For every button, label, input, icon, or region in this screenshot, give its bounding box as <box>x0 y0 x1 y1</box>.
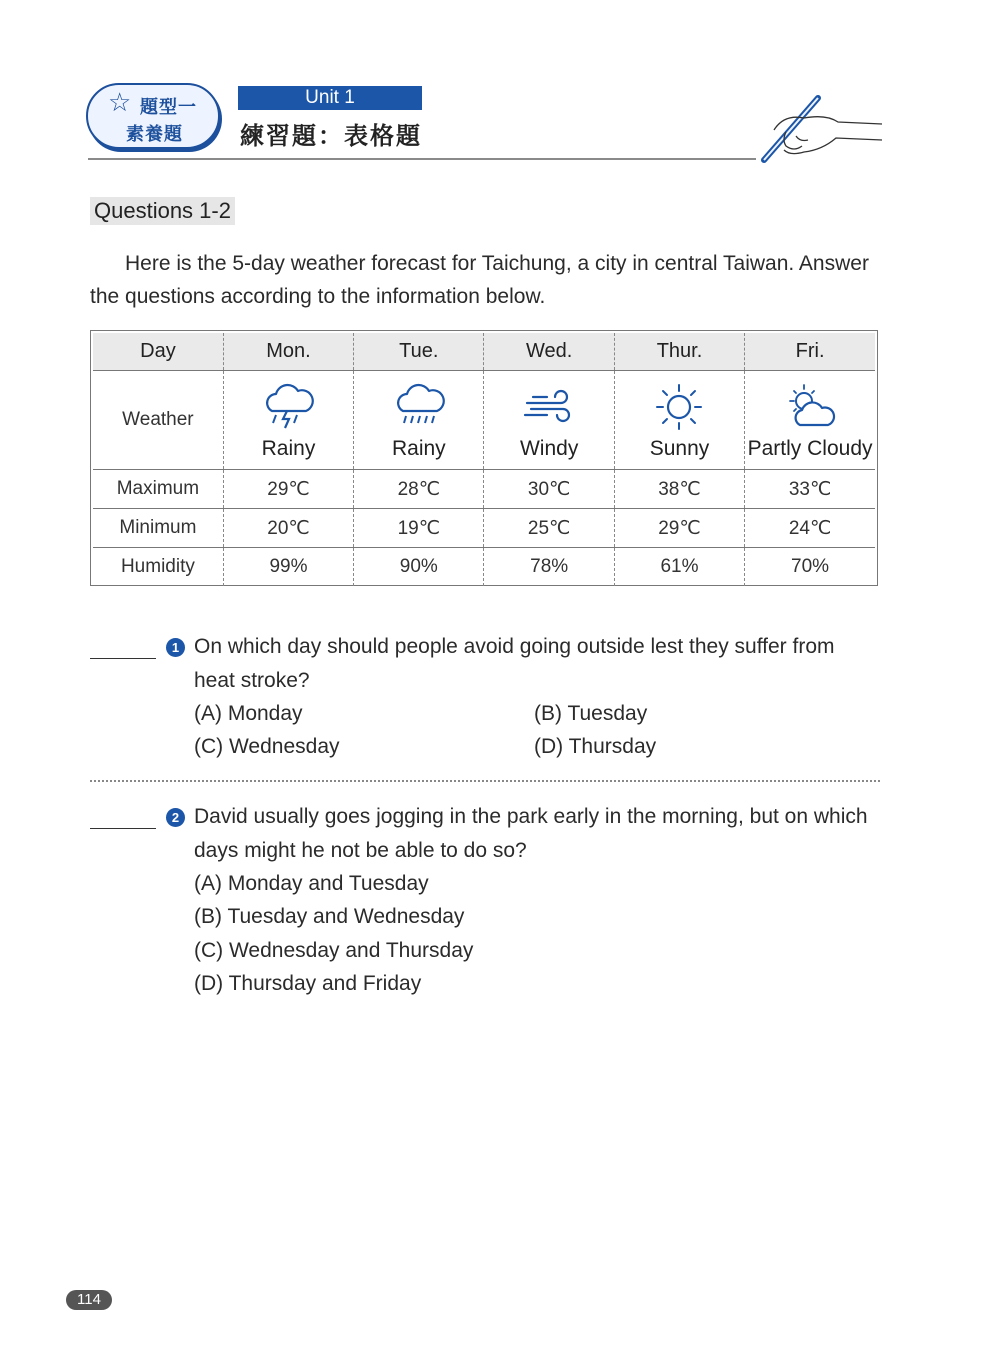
option-a: (A) Monday <box>194 702 303 725</box>
weather-label: Partly Cloudy <box>747 437 873 460</box>
row-label-maximum: Maximum <box>93 470 223 509</box>
question-text: David usually goes jogging in the park early in the morning, but on which days might he not be able to do so? <box>194 805 868 862</box>
table-header-row <box>93 333 875 371</box>
intro-paragraph <box>90 247 890 313</box>
row-label-humidity: Humidity <box>93 548 223 587</box>
option-b: (B) Tuesday <box>534 702 648 725</box>
option-c: (C) Wednesday <box>194 735 340 758</box>
star-icon: ☆ <box>108 87 132 117</box>
table-cell: 20℃ <box>223 509 353 548</box>
table-row-minimum <box>93 509 875 548</box>
question-1 <box>90 630 890 770</box>
weather-cell <box>484 371 614 470</box>
weather-cell <box>354 371 484 470</box>
dotted-divider <box>90 780 880 782</box>
question-2 <box>90 800 890 1010</box>
table-cell: 90% <box>354 548 484 587</box>
unit-label: Unit 1 <box>238 86 422 110</box>
weather-forecast-table <box>90 330 878 586</box>
intro-text: Here is the 5-day weather forecast for Taichung, a city in central Taiwan. Answer the questions according to the information below. <box>90 252 869 308</box>
rain-icon <box>391 381 447 433</box>
weather-label: Windy <box>519 437 579 460</box>
header-mon: Mon. <box>223 333 353 371</box>
table-row-humidity <box>93 548 875 587</box>
weather-cell <box>614 371 744 470</box>
header-fri: Fri. <box>745 333 875 371</box>
option-d: (D) Thursday <box>534 735 657 758</box>
page-number: 114 <box>66 1290 112 1310</box>
badge-line2: 素養題 <box>126 124 183 144</box>
sun-icon <box>651 381 707 433</box>
table-cell: 33℃ <box>745 470 875 509</box>
table-cell: 61% <box>614 548 744 587</box>
row-label-minimum: Minimum <box>93 509 223 548</box>
option-c: (C) Wednesday and Thursday <box>194 939 474 962</box>
header-day: Day <box>93 333 223 371</box>
option-d: (D) Thursday and Friday <box>194 972 422 995</box>
writing-hand-icon <box>756 92 888 164</box>
table-cell: 29℃ <box>614 509 744 548</box>
wind-icon <box>521 381 577 433</box>
thunderstorm-icon <box>260 381 316 433</box>
header-thur: Thur. <box>614 333 744 371</box>
question-type-badge <box>86 83 220 149</box>
table-cell: 99% <box>223 548 353 587</box>
option-b: (B) Tuesday and Wednesday <box>194 905 465 928</box>
question-number: 1 <box>166 638 185 657</box>
weather-label: Rainy <box>391 437 446 460</box>
weather-cell <box>745 371 875 470</box>
question-number: 2 <box>166 808 185 827</box>
weather-label: Rainy <box>261 437 316 460</box>
weather-cell <box>223 371 353 470</box>
table-row-maximum <box>93 470 875 509</box>
header-divider <box>88 158 756 160</box>
table-cell: 24℃ <box>745 509 875 548</box>
row-label-weather: Weather <box>93 371 223 470</box>
table-cell: 70% <box>745 548 875 587</box>
table-cell: 28℃ <box>354 470 484 509</box>
weather-label: Sunny <box>649 437 710 460</box>
table-cell: 25℃ <box>484 509 614 548</box>
table-cell: 30℃ <box>484 470 614 509</box>
header-tue: Tue. <box>354 333 484 371</box>
table-cell: 78% <box>484 548 614 587</box>
partly-cloudy-icon <box>782 381 838 433</box>
page-title: 練習題：表格題 <box>240 123 422 150</box>
answer-blank[interactable] <box>90 658 156 659</box>
table-row-weather <box>93 371 875 470</box>
table-cell: 29℃ <box>223 470 353 509</box>
answer-blank[interactable] <box>90 828 156 829</box>
header-wed: Wed. <box>484 333 614 371</box>
questions-heading: Questions 1-2 <box>90 197 235 225</box>
option-a: (A) Monday and Tuesday <box>194 872 429 895</box>
table-cell: 38℃ <box>614 470 744 509</box>
badge-line1: 題型一 <box>140 97 197 117</box>
table-cell: 19℃ <box>354 509 484 548</box>
question-text: On which day should people avoid going outside lest they suffer from heat stroke? <box>194 635 835 692</box>
